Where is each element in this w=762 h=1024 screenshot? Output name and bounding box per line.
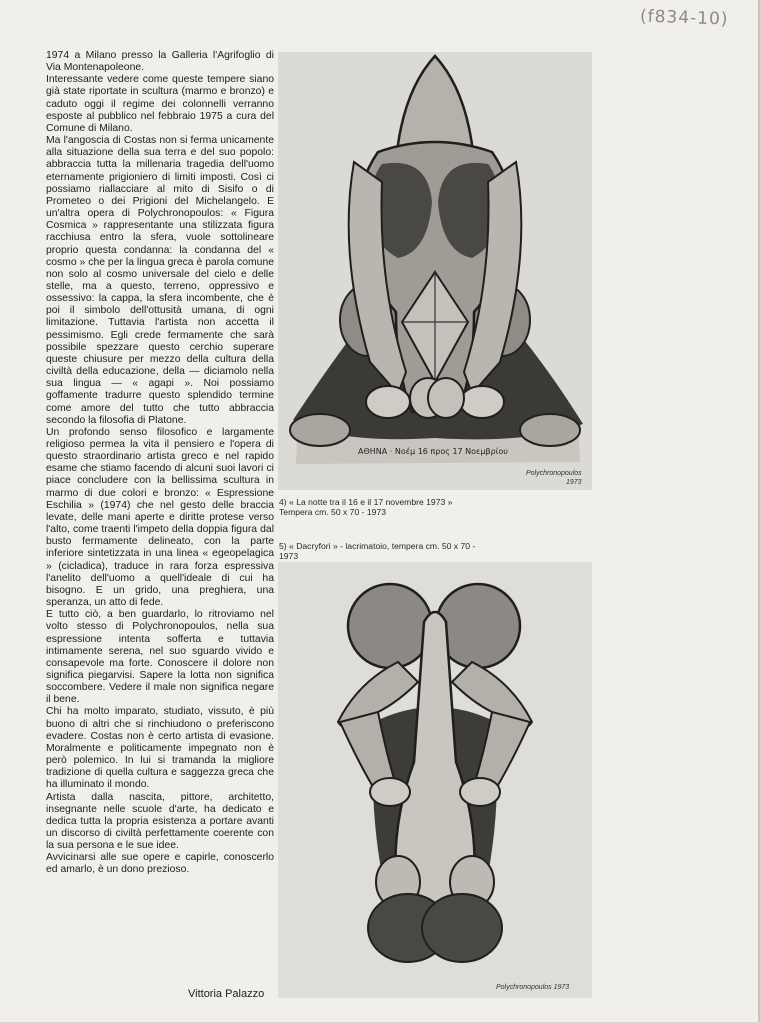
article-paragraph: Un profondo senso filosofico e largamente religioso permea la vita il pensiero e l'opera di questo straordinario artista greco e nel rapido esame che stiamo facendo di alcuni suoi lavori ci piace concludere con la bellissima scultura in marmo di due colori e bronzo: « Espressione Eschilia » (1974) che nel gesto delle braccia levate, delle mani aperte e diritte protese verso l'alto, come traenti l'impeto della doppia figura dal busto fermamente delineato, con la parte inferiore sintetizzata in una linea « egeopelagica » (cicladica), traduce in rara forza espressiva l'anelito dell'uomo a quell'ideale di cui ha bisogno. E un grido, una preghiera, una speranza, un atto di fede. — [46, 426, 274, 609]
author-signature: Vittoria Palazzo — [188, 988, 265, 1000]
figure-caption — [279, 541, 579, 561]
artwork-dacryfori-drawing — [278, 562, 592, 998]
caption-details: 1973 — [279, 551, 299, 561]
figure-caption — [279, 497, 579, 517]
artist-signature: Polychronopoulos — [526, 470, 582, 477]
article-text-column — [46, 50, 274, 877]
artist-signature: Polychronopoulos 1973 — [496, 984, 570, 991]
artwork-figure-dacryfori — [278, 562, 592, 998]
painting-inscription: ΑΘΗΝΑ · Νοέμ 16 προς 17 Νοεμβρίου — [358, 447, 508, 456]
caption-title: 5) « Dacryfori » - lacrimatoio, tempera cm. 50 x 70 - — [279, 541, 476, 551]
archive-handwritten-note: (f834-10) — [639, 6, 729, 30]
article-paragraph: Chi ha molto imparato, studiato, vissuto, è più buono di altri che si rinchiudono o preferiscono evadere. Costas non è certo artista di evasione. Moralmente e politicamente impegnato non è però polemico. In lui si tramanda la migliore tradizione di quella cultura e saggezza greca che ha illuminato il mondo. — [46, 706, 274, 791]
article-paragraph: Avvicinarsi alle sue opere e capirle, conoscerlo ed amarlo, è un dono prezioso. — [46, 852, 274, 876]
article-paragraph: 1974 a Milano presso la Galleria l'Agrifoglio di Via Montenapoleone. — [46, 50, 274, 74]
artwork-figure-night — [278, 52, 592, 490]
artwork-night-drawing — [278, 52, 592, 490]
artist-signature-year: 1973 — [566, 479, 582, 486]
article-paragraph: E tutto ciò, a ben guardarlo, lo ritroviamo nel volto stesso di Polychronopoulos, nella sua espressione intenta sofferta e tuttavia intimamente serena, nel suo sguardo vivido e consapevole ma forte. Conoscere il dolore non significa piegarvisi. Sapere la lotta non significa soccombere. Vedere il male non significa negare il bene. — [46, 609, 274, 706]
caption-title: 4) « La notte tra il 16 e il 17 novembre 1973 » — [279, 497, 453, 507]
article-paragraph: Ma l'angoscia di Costas non si ferma unicamente alla situazione della sua terra e del suo popolo: abbraccia tutta la millenaria tragedia dell'uomo eternamente prigioniero di limiti imposti. Così ci possiamo riallacciare al mito di Sisifo o di Prometeo o dei Prigioni del Michelangelo. E un'altra opera di Polychronopoulos: « Figura Cosmica » rappresentante una stilizzata figura racchiusa entro la sfera, vuole sottolineare proprio questa condanna: la condanna del « cosmo » che per la lingua greca è parola comune non solo al cosmo universale del cielo e delle stelle, ma a questo, terreno, oppressivo e ossessivo: la cappa, la sfera incombente, che è poi il simbolo dell'ottusità umana, di ogni limitazione. Tuttavia l'artista non accetta il pessimismo. Egli crede fermamente che sarà possibile spezzare questo cerchio superare queste chiusure per mezzo della cultura della civiltà della educazione, della — diciamolo nella sua lingua — « agapi ». Noi possiamo goffamente tradurre questo splendido termine come amore del tutto che tutto abbraccia secondo la filosofia di Platone. — [46, 135, 274, 426]
article-paragraph: Interessante vedere come queste tempere siano già state riportate in scultura (marmo e bronzo) e caduto oggi il regime dei colonnelli verranno esposte al pubblico nel febbraio 1975 a cura del Comune di Milano. — [46, 74, 274, 134]
article-paragraph: Artista dalla nascita, pittore, architetto, insegnante nelle scuole d'arte, ha dedicato e dedica tutta la propria esistenza a portare avanti un discorso di civiltà perfettamente coerente con la sua persona e le sue idee. — [46, 791, 274, 852]
caption-details: Tempera cm. 50 x 70 - 1973 — [279, 507, 386, 517]
